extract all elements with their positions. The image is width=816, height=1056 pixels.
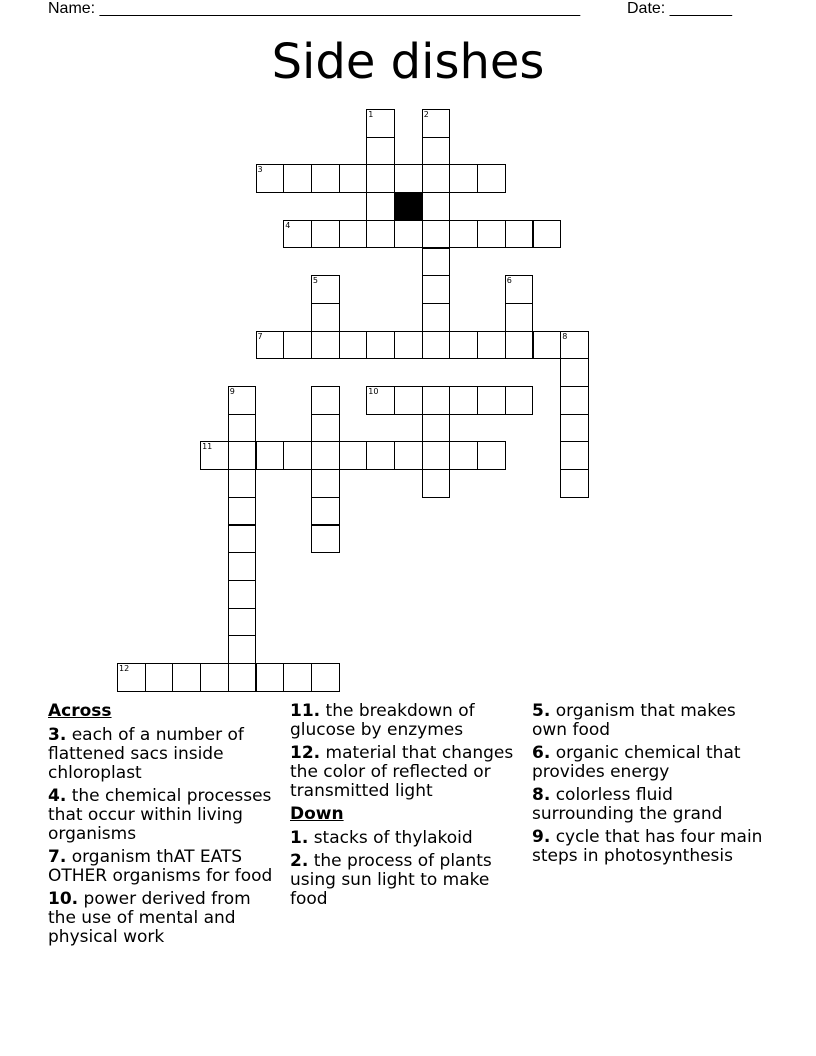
crossword-cell[interactable] (228, 608, 257, 637)
crossword-cell[interactable] (477, 220, 506, 249)
crossword-cell[interactable] (505, 331, 534, 360)
crossword-cell[interactable] (339, 220, 368, 249)
clue-text: material that changes the color of reflected or transmitted light (290, 743, 514, 801)
clue-number-6: 6 (506, 276, 512, 286)
crossword-cell[interactable] (505, 220, 534, 249)
clue-number: 4. (48, 786, 67, 806)
crossword-cell[interactable] (200, 663, 229, 692)
crossword-cell[interactable] (394, 220, 423, 249)
clue-number-7: 7 (257, 331, 263, 341)
crossword-cell[interactable] (283, 663, 312, 692)
crossword-cell[interactable] (422, 469, 451, 498)
crossword-cell[interactable] (339, 331, 368, 360)
crossword-cell[interactable] (449, 441, 478, 470)
clue-text: the chemical processes that occur within living organisms (48, 786, 272, 844)
crossword-cell[interactable] (422, 414, 451, 443)
clue-down-5 (532, 702, 768, 740)
crossword-cell[interactable] (505, 386, 534, 415)
across-heading: Across (48, 701, 112, 721)
crossword-cell[interactable] (228, 663, 257, 692)
clue-text: colorless fluid surrounding the grand (532, 785, 723, 824)
crossword-cell[interactable] (256, 663, 285, 692)
crossword-cell[interactable] (422, 386, 451, 415)
crossword-cell[interactable] (422, 192, 451, 221)
crossword-cell[interactable] (311, 164, 340, 193)
crossword-cell[interactable] (560, 358, 589, 387)
clue-number: 12. (290, 743, 321, 763)
clue-number-3: 3 (257, 165, 263, 175)
clue-across-7 (48, 848, 284, 886)
clue-number-9: 9 (229, 387, 235, 396)
clues-column-2 (290, 702, 526, 913)
clue-text: cycle that has four main steps in photosynthesis (532, 827, 763, 866)
crossword-cell[interactable] (560, 441, 589, 470)
crossword-cell[interactable] (311, 303, 340, 332)
crossword-cell[interactable] (311, 331, 340, 360)
clue-text: each of a number of flattened sacs inside chloroplast (48, 725, 244, 783)
clue-number-1: 1 (368, 110, 374, 119)
clue-number: 6. (532, 743, 551, 763)
clue-down-6 (532, 744, 768, 782)
crossword-cell[interactable] (366, 137, 395, 166)
crossword-cell[interactable] (394, 164, 423, 193)
clue-number-2: 2 (423, 110, 429, 119)
crossword-cell[interactable] (311, 663, 340, 692)
clue-text: organism that makes own food (532, 701, 736, 740)
crossword-cell[interactable] (339, 164, 368, 193)
crossword-cell[interactable] (422, 220, 451, 249)
crossword-black-cell (394, 192, 423, 221)
crossword-cell[interactable] (311, 441, 340, 470)
crossword-cell[interactable] (228, 414, 257, 443)
crossword-cell[interactable] (311, 414, 340, 443)
crossword-cell[interactable] (311, 497, 340, 526)
crossword-cell[interactable] (366, 441, 395, 470)
crossword-cell[interactable] (228, 580, 257, 609)
clue-across-4 (48, 787, 284, 844)
clue-number-8: 8 (562, 331, 568, 341)
clue-number: 3. (48, 725, 67, 745)
crossword-cell[interactable] (145, 663, 174, 692)
date-field[interactable]: Date: _______ (627, 0, 732, 17)
clue-number-10: 10 (368, 387, 379, 396)
clue-across-10 (48, 890, 284, 947)
clues-column-1 (48, 702, 284, 951)
clue-across-11 (290, 702, 526, 740)
crossword-cell[interactable] (366, 164, 395, 193)
crossword-cell[interactable] (422, 331, 451, 360)
clue-number: 9. (532, 827, 551, 847)
clue-down-1 (290, 829, 526, 848)
crossword-cell[interactable] (311, 525, 340, 554)
crossword-cell[interactable] (311, 220, 340, 249)
clue-down-2 (290, 852, 526, 909)
crossword-cell[interactable] (283, 441, 312, 470)
crossword-cell[interactable] (311, 386, 340, 415)
clue-number: 10. (48, 889, 79, 909)
crossword-cell[interactable] (256, 441, 285, 470)
clue-text: organic chemical that provides energy (532, 743, 741, 782)
crossword-cell[interactable] (366, 220, 395, 249)
clue-text: stacks of thylakoid (313, 828, 473, 848)
down-heading: Down (290, 804, 344, 824)
crossword-cell[interactable] (228, 525, 257, 554)
clue-number-11: 11 (202, 442, 213, 452)
crossword-cell[interactable] (560, 469, 589, 498)
crossword-cell[interactable] (422, 164, 451, 193)
clue-number-12: 12 (119, 664, 130, 673)
crossword-cell[interactable] (311, 469, 340, 498)
crossword-cell[interactable] (477, 441, 506, 470)
crossword-cell[interactable] (422, 303, 451, 332)
crossword-cell[interactable] (477, 386, 506, 415)
clues-column-3 (532, 702, 768, 870)
clue-text: the process of plants using sun light to make food (290, 851, 492, 909)
crossword-cell[interactable] (449, 164, 478, 193)
clue-text: power derived from the use of mental and physical work (48, 889, 251, 947)
clue-number-4: 4 (285, 220, 291, 230)
crossword-cell[interactable] (283, 331, 312, 360)
clue-down-9 (532, 828, 768, 866)
page-title: Side dishes (271, 34, 545, 90)
crossword-cell[interactable] (394, 386, 423, 415)
crossword-cell[interactable] (172, 663, 201, 692)
crossword-cell[interactable] (366, 192, 395, 221)
crossword-cell[interactable] (477, 164, 506, 193)
clue-number-5: 5 (312, 276, 318, 286)
clue-number: 1. (290, 828, 309, 848)
crossword-cell[interactable] (533, 331, 562, 360)
crossword-cell[interactable] (339, 441, 368, 470)
clue-number: 8. (532, 785, 551, 805)
name-field[interactable]: Name: ______________________________________________________ (48, 0, 581, 17)
crossword-cell[interactable] (422, 275, 451, 304)
crossword-cell[interactable] (228, 469, 257, 498)
clue-text: organism thAT EATS OTHER organisms for food (48, 847, 273, 886)
clue-number: 5. (532, 701, 551, 721)
crossword-cell[interactable] (560, 414, 589, 443)
clue-number: 7. (48, 847, 67, 867)
crossword-cell[interactable] (422, 248, 451, 277)
crossword-cell[interactable] (505, 303, 534, 332)
clue-down-8 (532, 786, 768, 824)
clue-across-12 (290, 744, 526, 801)
crossword-cell[interactable] (422, 441, 451, 470)
crossword-cell[interactable] (228, 552, 257, 581)
crossword-cell[interactable] (449, 220, 478, 249)
clue-number: 2. (290, 851, 309, 871)
crossword-cell[interactable] (394, 441, 423, 470)
crossword-cell[interactable] (283, 164, 312, 193)
crossword-cell[interactable] (477, 331, 506, 360)
clue-number: 11. (290, 701, 321, 721)
crossword-cell[interactable] (366, 331, 395, 360)
crossword-cell[interactable] (394, 331, 423, 360)
crossword-cell[interactable] (560, 386, 589, 415)
crossword-cell[interactable] (228, 441, 257, 470)
crossword-cell[interactable] (228, 497, 257, 526)
crossword-cell[interactable] (449, 386, 478, 415)
clue-text: the breakdown of glucose by enzymes (290, 701, 475, 740)
crossword-cell[interactable] (228, 635, 257, 664)
crossword-cell[interactable] (533, 220, 562, 249)
crossword-cell[interactable] (449, 331, 478, 360)
clue-across-3 (48, 726, 284, 783)
crossword-cell[interactable] (422, 137, 451, 166)
